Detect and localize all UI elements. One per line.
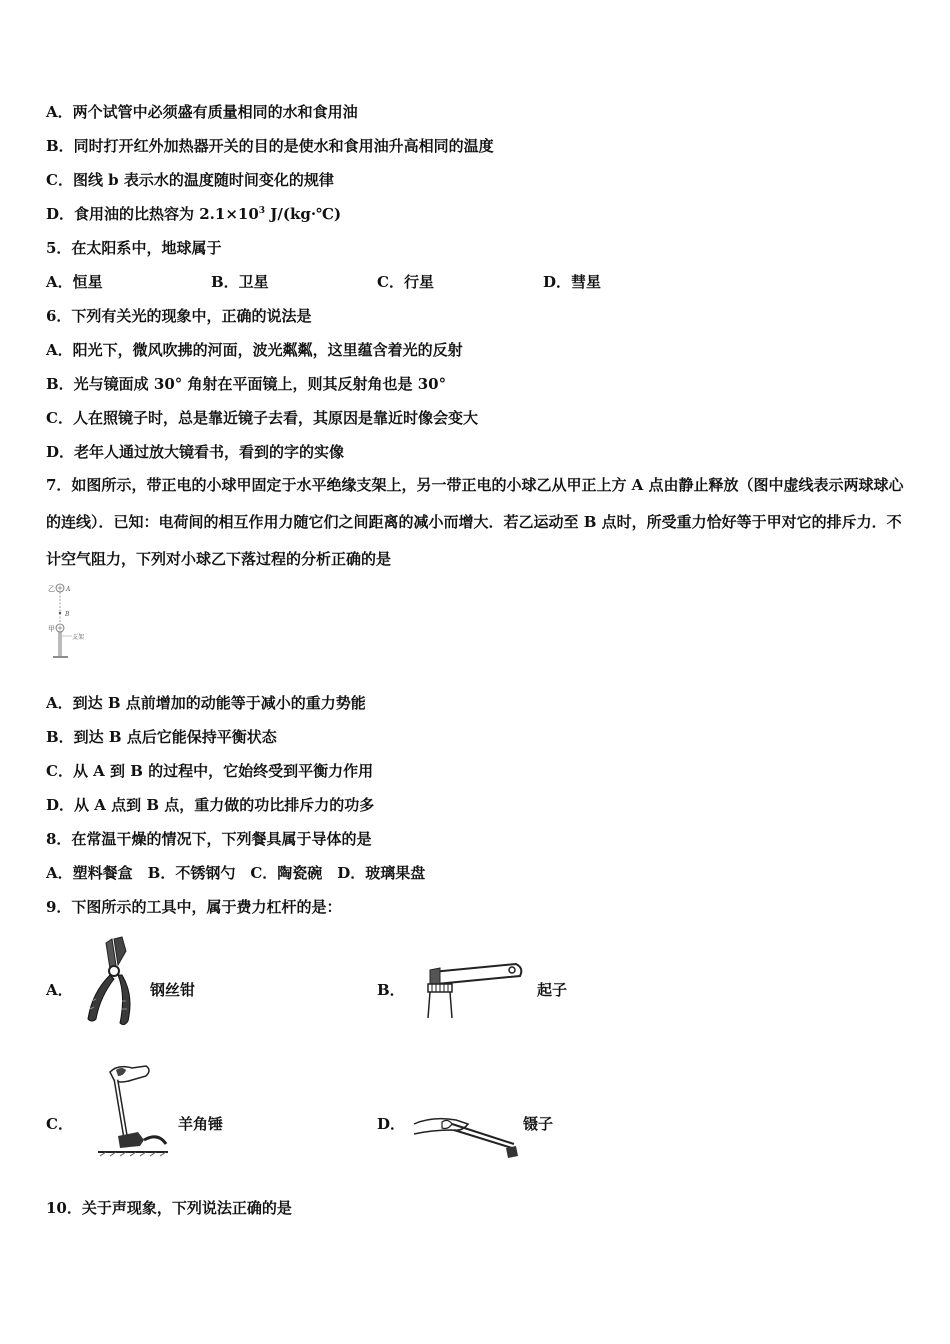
- q7-option-d: D．从 A 点到 B 点，重力做的功比排斥力的功多: [46, 796, 375, 814]
- q9-option-d-label: 镊子: [523, 1115, 554, 1133]
- q7-fig-label-a: A: [66, 586, 71, 593]
- q9-option-c-label: 羊角锤: [178, 1115, 224, 1133]
- q9-option-c-letter: C．: [46, 1115, 73, 1133]
- q9-option-d-letter: D．: [377, 1115, 406, 1133]
- q4-option-a: A．两个试管中必须盛有质量相同的水和食用油: [46, 103, 358, 121]
- q7-fig-label-support: 支架: [72, 634, 85, 641]
- q5-option-a: A．恒星: [46, 273, 103, 291]
- q6-option-b: B．光与镜面成 30° 角射在平面镜上，则其反射角也是 30°: [46, 375, 447, 393]
- q9-option-b-letter: B．: [377, 981, 405, 999]
- q4-option-d-prefix: D．食用油的比热容为 2.1×10: [46, 205, 259, 223]
- tweezers-icon: [412, 1100, 528, 1164]
- q4-option-d: [46, 204, 341, 224]
- bottle-opener-icon: [420, 960, 524, 1020]
- q4-option-d-unit: J/(kg·℃): [265, 205, 342, 223]
- q7-fig-label-b: B: [65, 611, 70, 618]
- q6-stem: 6．下列有关光的现象中，正确的说法是: [46, 307, 312, 325]
- q6-option-a: A．阳光下，微风吹拂的河面，波光粼粼，这里蕴含着光的反射: [46, 341, 463, 359]
- claw-hammer-icon: [96, 1058, 170, 1160]
- q7-stem: 7．如图所示，带正电的小球甲固定于水平绝缘支架上，另一带正电的小球乙从甲正上方 A 点由静止释放（图中虚线表示两球球心的连线）．已知：电荷间的相互作用力随它们之间距离的减小而增大．若乙运动至 B 点时，所受重力恰好等于甲对它的排斥力．不计空气阻力，下列对小球乙下落过程的分析正确的是: [46, 476, 904, 568]
- q9-stem: 9．下图所示的工具中，属于费力杠杆的是：: [46, 898, 342, 916]
- q8-options: A．塑料餐盒 B．不锈钢勺 C．陶瓷碗 D．玻璃果盘: [46, 864, 426, 882]
- q7-option-c: C．从 A 到 B 的过程中，它始终受到平衡力作用: [46, 762, 374, 780]
- q6-option-d: D．老年人通过放大镜看书，看到的字的实像: [46, 443, 345, 461]
- q10-stem: 10．关于声现象，下列说法正确的是: [46, 1199, 292, 1217]
- q7-option-b: B．到达 B 点后它能保持平衡状态: [46, 728, 277, 746]
- q5-option-c: C．行星: [377, 273, 434, 291]
- q5-stem: 5．在太阳系中，地球属于: [46, 239, 222, 257]
- q4-option-b: B．同时打开红外加热器开关的目的是使水和食用油升高相同的温度: [46, 137, 494, 155]
- q9-option-b-label: 起子: [537, 981, 568, 999]
- q4-option-c: C．图线 b 表示水的温度随时间变化的规律: [46, 171, 334, 189]
- q7-fig-label-yi: 乙: [48, 585, 55, 593]
- q4-option-d-exponent: 3: [258, 206, 266, 216]
- q9-option-a-label: 钢丝钳: [150, 981, 196, 999]
- q7-fig-label-jia: 甲: [48, 625, 55, 633]
- q8-stem: 8．在常温干燥的情况下，下列餐具属于导体的是: [46, 830, 372, 848]
- q5-option-b: B．卫星: [211, 273, 269, 291]
- q9-option-a-letter: A．: [46, 981, 73, 999]
- q7-point-b: [59, 612, 61, 614]
- q7-option-a: A．到达 B 点前增加的动能等于减小的重力势能: [46, 694, 366, 712]
- q7-figure: [44, 580, 124, 660]
- pliers-icon: [82, 935, 142, 1027]
- q6-option-c: C．人在照镜子时，总是靠近镜子去看，其原因是靠近时像会变大: [46, 409, 478, 427]
- q5-option-d: D．彗星: [543, 273, 602, 291]
